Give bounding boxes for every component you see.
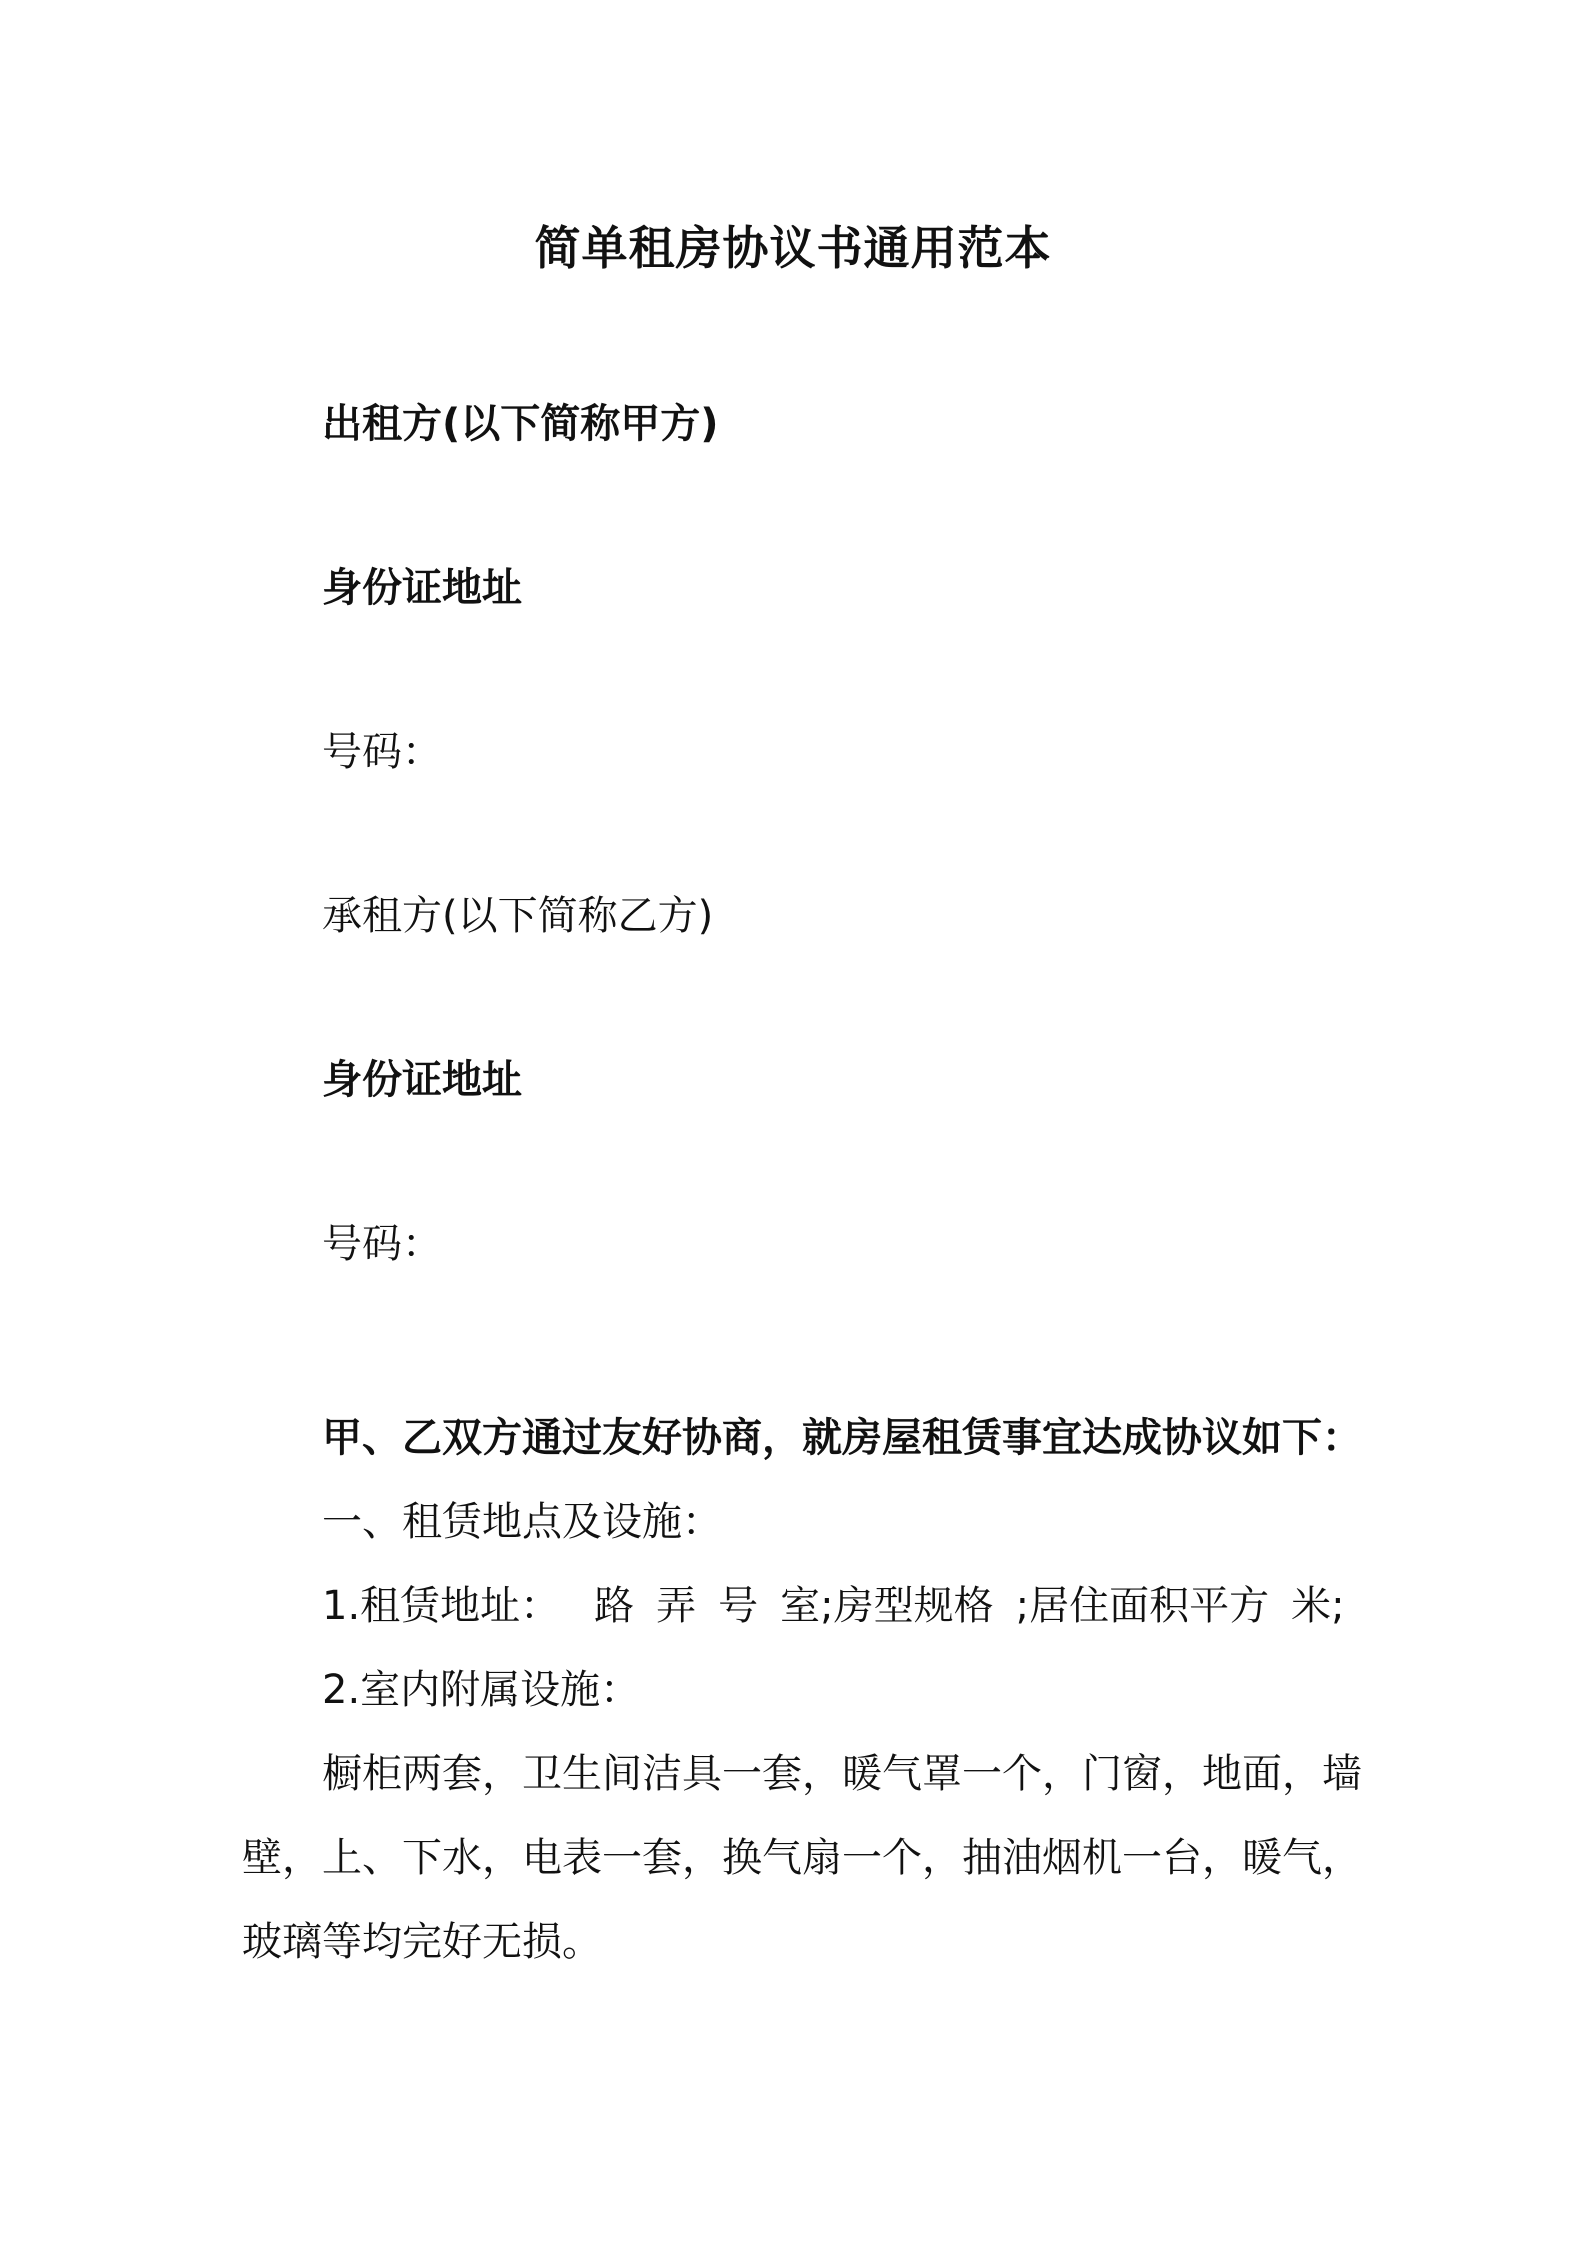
- living-area-field: ;居住面积平方: [1015, 1583, 1270, 1629]
- facilities-text-line-2: 壁，上、下水，电表一套，换气扇一个，抽油烟机一台，暖气，: [242, 1835, 1362, 1881]
- agreement-preamble: 甲、乙双方通过友好协商，就房屋租赁事宜达成协议如下：: [322, 1415, 1362, 1461]
- lane-field: 弄: [656, 1583, 697, 1629]
- room-type-field: 室;房型规格: [780, 1583, 994, 1629]
- road-field: 路: [594, 1583, 635, 1629]
- facilities-label: 2.室内附属设施：: [322, 1667, 641, 1713]
- party-a-number-label: 号码：: [322, 729, 442, 775]
- rental-address-label: 1.租赁地址：: [322, 1583, 561, 1629]
- facilities-text-line-1: 橱柜两套，卫生间洁具一套，暖气罩一个，门窗，地面，墙: [322, 1751, 1362, 1797]
- party-b-id-address-label: 身份证地址: [322, 1057, 522, 1103]
- party-b-number-label: 号码：: [322, 1221, 442, 1267]
- section-1-heading: 一、租赁地点及设施：: [322, 1499, 722, 1545]
- document-title: 简单租房协议书通用范本: [534, 221, 1052, 275]
- party-b-heading: 承租方(以下简称乙方): [322, 893, 714, 939]
- party-a-heading: 出租方(以下简称甲方): [322, 401, 719, 447]
- party-a-id-address-label: 身份证地址: [322, 565, 522, 611]
- rental-address-line: [322, 1578, 1345, 1634]
- area-unit: 米;: [1291, 1583, 1345, 1629]
- facilities-text-line-3: 玻璃等均完好无损。: [242, 1919, 602, 1965]
- number-field: 号: [718, 1583, 759, 1629]
